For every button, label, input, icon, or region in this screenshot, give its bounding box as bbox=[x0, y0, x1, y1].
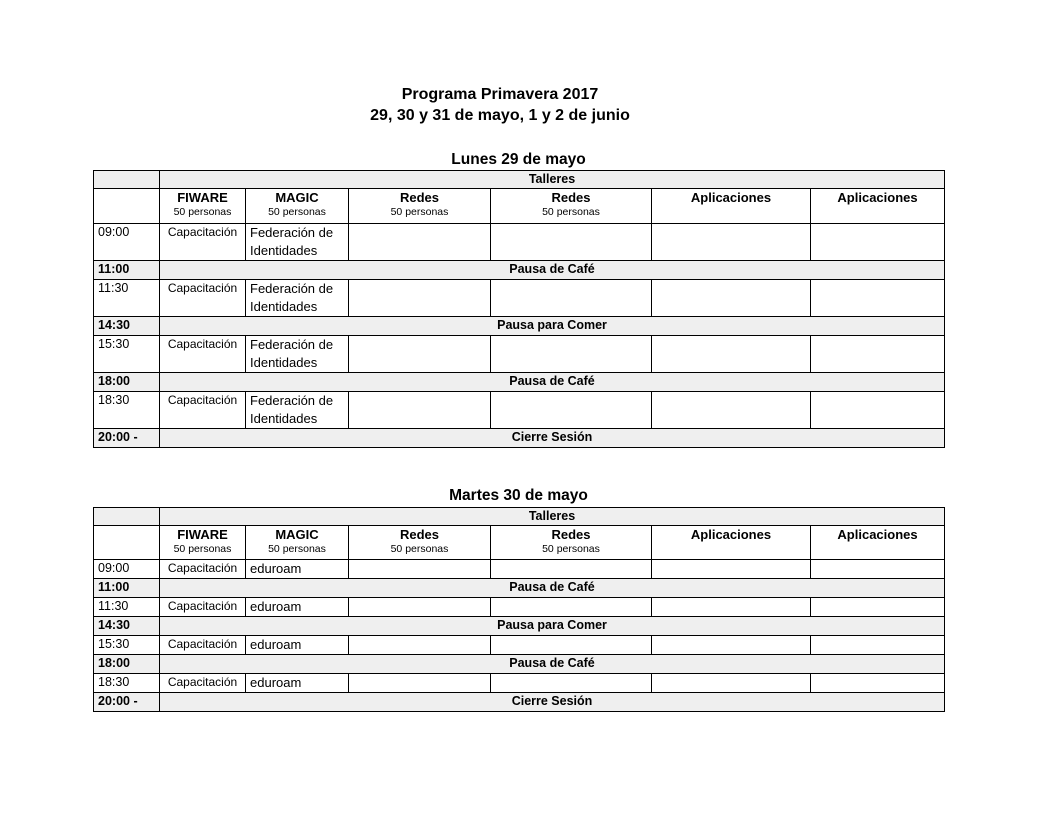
schedule-table-monday bbox=[93, 170, 945, 448]
time-cell: 20:00 - bbox=[94, 693, 160, 712]
magic-cell: Federación de Identidades bbox=[246, 336, 349, 373]
time-cell: 15:30 bbox=[94, 336, 160, 373]
section-label: Talleres bbox=[160, 171, 945, 189]
session-row bbox=[94, 560, 945, 579]
column-header-row bbox=[94, 526, 945, 560]
section-header-row bbox=[94, 171, 945, 189]
column-header bbox=[246, 526, 349, 560]
time-cell: 18:00 bbox=[94, 373, 160, 392]
time-cell: 11:00 bbox=[94, 261, 160, 280]
time-cell: 11:30 bbox=[94, 598, 160, 617]
session-row bbox=[94, 224, 945, 261]
empty-cell bbox=[652, 392, 811, 429]
column-name: Aplicaciones bbox=[690, 527, 772, 542]
column-capacity: 50 personas bbox=[173, 543, 232, 555]
fiware-cell: Capacitación bbox=[160, 560, 246, 579]
fiware-cell: Capacitación bbox=[160, 392, 246, 429]
break-row bbox=[94, 317, 945, 336]
break-row bbox=[94, 693, 945, 712]
session-row bbox=[94, 280, 945, 317]
session-row bbox=[94, 598, 945, 617]
time-cell: 09:00 bbox=[94, 224, 160, 261]
magic-cell: eduroam bbox=[246, 560, 349, 579]
corner-cell bbox=[94, 508, 160, 526]
column-name: Aplicaciones bbox=[837, 527, 918, 542]
empty-cell bbox=[652, 598, 811, 617]
time-column-header bbox=[94, 526, 160, 560]
column-name: Redes bbox=[551, 190, 591, 205]
column-name: MAGIC bbox=[275, 190, 319, 205]
session-row bbox=[94, 392, 945, 429]
column-header bbox=[491, 526, 652, 560]
break-row bbox=[94, 373, 945, 392]
empty-cell bbox=[811, 224, 945, 261]
time-cell: 11:30 bbox=[94, 280, 160, 317]
column-capacity: 50 personas bbox=[268, 543, 326, 555]
time-cell: 09:00 bbox=[94, 560, 160, 579]
magic-cell: Federación de Identidades bbox=[246, 224, 349, 261]
empty-cell bbox=[652, 280, 811, 317]
empty-cell bbox=[811, 636, 945, 655]
column-header bbox=[652, 189, 811, 224]
column-capacity: 50 personas bbox=[390, 206, 449, 218]
fiware-cell: Capacitación bbox=[160, 280, 246, 317]
program-title: Programa Primavera 2017 bbox=[401, 86, 599, 103]
program-dates: 29, 30 y 31 de mayo, 1 y 2 de junio bbox=[370, 107, 630, 124]
break-row bbox=[94, 655, 945, 674]
time-cell: 18:00 bbox=[94, 655, 160, 674]
empty-cell bbox=[652, 560, 811, 579]
column-header bbox=[811, 189, 945, 224]
corner-cell bbox=[94, 171, 160, 189]
fiware-cell: Capacitación bbox=[160, 674, 246, 693]
empty-cell bbox=[811, 392, 945, 429]
break-label: Pausa para Comer bbox=[160, 617, 945, 636]
column-capacity: 50 personas bbox=[390, 543, 449, 555]
empty-cell bbox=[349, 598, 491, 617]
empty-cell bbox=[652, 224, 811, 261]
empty-cell bbox=[491, 560, 652, 579]
break-row bbox=[94, 261, 945, 280]
column-header-row bbox=[94, 189, 945, 224]
column-header bbox=[246, 189, 349, 224]
column-name: Redes bbox=[399, 190, 440, 205]
schedule-table-tuesday bbox=[93, 507, 945, 712]
empty-cell bbox=[349, 224, 491, 261]
empty-cell bbox=[349, 392, 491, 429]
column-capacity: 50 personas bbox=[542, 206, 600, 218]
empty-cell bbox=[811, 674, 945, 693]
time-cell: 15:30 bbox=[94, 636, 160, 655]
column-header bbox=[491, 189, 652, 224]
break-label: Pausa para Comer bbox=[160, 317, 945, 336]
time-column-header bbox=[94, 189, 160, 224]
magic-cell: eduroam bbox=[246, 598, 349, 617]
empty-cell bbox=[349, 636, 491, 655]
time-cell: 18:30 bbox=[94, 674, 160, 693]
column-header bbox=[349, 189, 491, 224]
empty-cell bbox=[491, 636, 652, 655]
break-label: Cierre Sesión bbox=[160, 693, 945, 712]
column-name: MAGIC bbox=[275, 527, 319, 542]
empty-cell bbox=[652, 674, 811, 693]
column-name: Aplicaciones bbox=[837, 190, 918, 205]
empty-cell bbox=[811, 598, 945, 617]
section-label: Talleres bbox=[160, 508, 945, 526]
empty-cell bbox=[349, 336, 491, 373]
time-cell: 14:30 bbox=[94, 317, 160, 336]
column-name: Redes bbox=[399, 527, 440, 542]
magic-cell: eduroam bbox=[246, 674, 349, 693]
empty-cell bbox=[349, 560, 491, 579]
fiware-cell: Capacitación bbox=[160, 636, 246, 655]
column-header bbox=[349, 526, 491, 560]
day-title-tuesday: Martes 30 de mayo bbox=[449, 487, 588, 504]
column-capacity: 50 personas bbox=[268, 206, 326, 218]
magic-cell: Federación de Identidades bbox=[246, 392, 349, 429]
column-header bbox=[652, 526, 811, 560]
column-capacity: 50 personas bbox=[173, 206, 232, 218]
break-label: Pausa de Café bbox=[160, 655, 945, 674]
column-header bbox=[811, 526, 945, 560]
break-row bbox=[94, 579, 945, 598]
session-row bbox=[94, 336, 945, 373]
empty-cell bbox=[811, 560, 945, 579]
empty-cell bbox=[811, 336, 945, 373]
break-label: Pausa de Café bbox=[160, 261, 945, 280]
empty-cell bbox=[652, 336, 811, 373]
column-name: FIWARE bbox=[177, 527, 228, 542]
column-name: Aplicaciones bbox=[690, 190, 772, 205]
session-row bbox=[94, 636, 945, 655]
break-row bbox=[94, 429, 945, 448]
empty-cell bbox=[652, 636, 811, 655]
empty-cell bbox=[349, 280, 491, 317]
fiware-cell: Capacitación bbox=[160, 224, 246, 261]
time-cell: 20:00 - bbox=[94, 429, 160, 448]
empty-cell bbox=[491, 598, 652, 617]
section-header-row bbox=[94, 508, 945, 526]
fiware-cell: Capacitación bbox=[160, 336, 246, 373]
magic-cell: eduroam bbox=[246, 636, 349, 655]
break-row bbox=[94, 617, 945, 636]
time-cell: 14:30 bbox=[94, 617, 160, 636]
empty-cell bbox=[491, 674, 652, 693]
empty-cell bbox=[491, 224, 652, 261]
fiware-cell: Capacitación bbox=[160, 598, 246, 617]
break-label: Pausa de Café bbox=[160, 373, 945, 392]
column-header bbox=[160, 526, 246, 560]
break-label: Cierre Sesión bbox=[160, 429, 945, 448]
column-header bbox=[160, 189, 246, 224]
magic-cell: Federación de Identidades bbox=[246, 280, 349, 317]
empty-cell bbox=[491, 280, 652, 317]
empty-cell bbox=[811, 280, 945, 317]
time-cell: 18:30 bbox=[94, 392, 160, 429]
empty-cell bbox=[491, 336, 652, 373]
time-cell: 11:00 bbox=[94, 579, 160, 598]
break-label: Pausa de Café bbox=[160, 579, 945, 598]
column-capacity: 50 personas bbox=[542, 543, 600, 555]
day-title-monday: Lunes 29 de mayo bbox=[451, 151, 586, 168]
empty-cell bbox=[491, 392, 652, 429]
column-name: Redes bbox=[551, 527, 591, 542]
session-row bbox=[94, 674, 945, 693]
column-name: FIWARE bbox=[177, 190, 228, 205]
empty-cell bbox=[349, 674, 491, 693]
